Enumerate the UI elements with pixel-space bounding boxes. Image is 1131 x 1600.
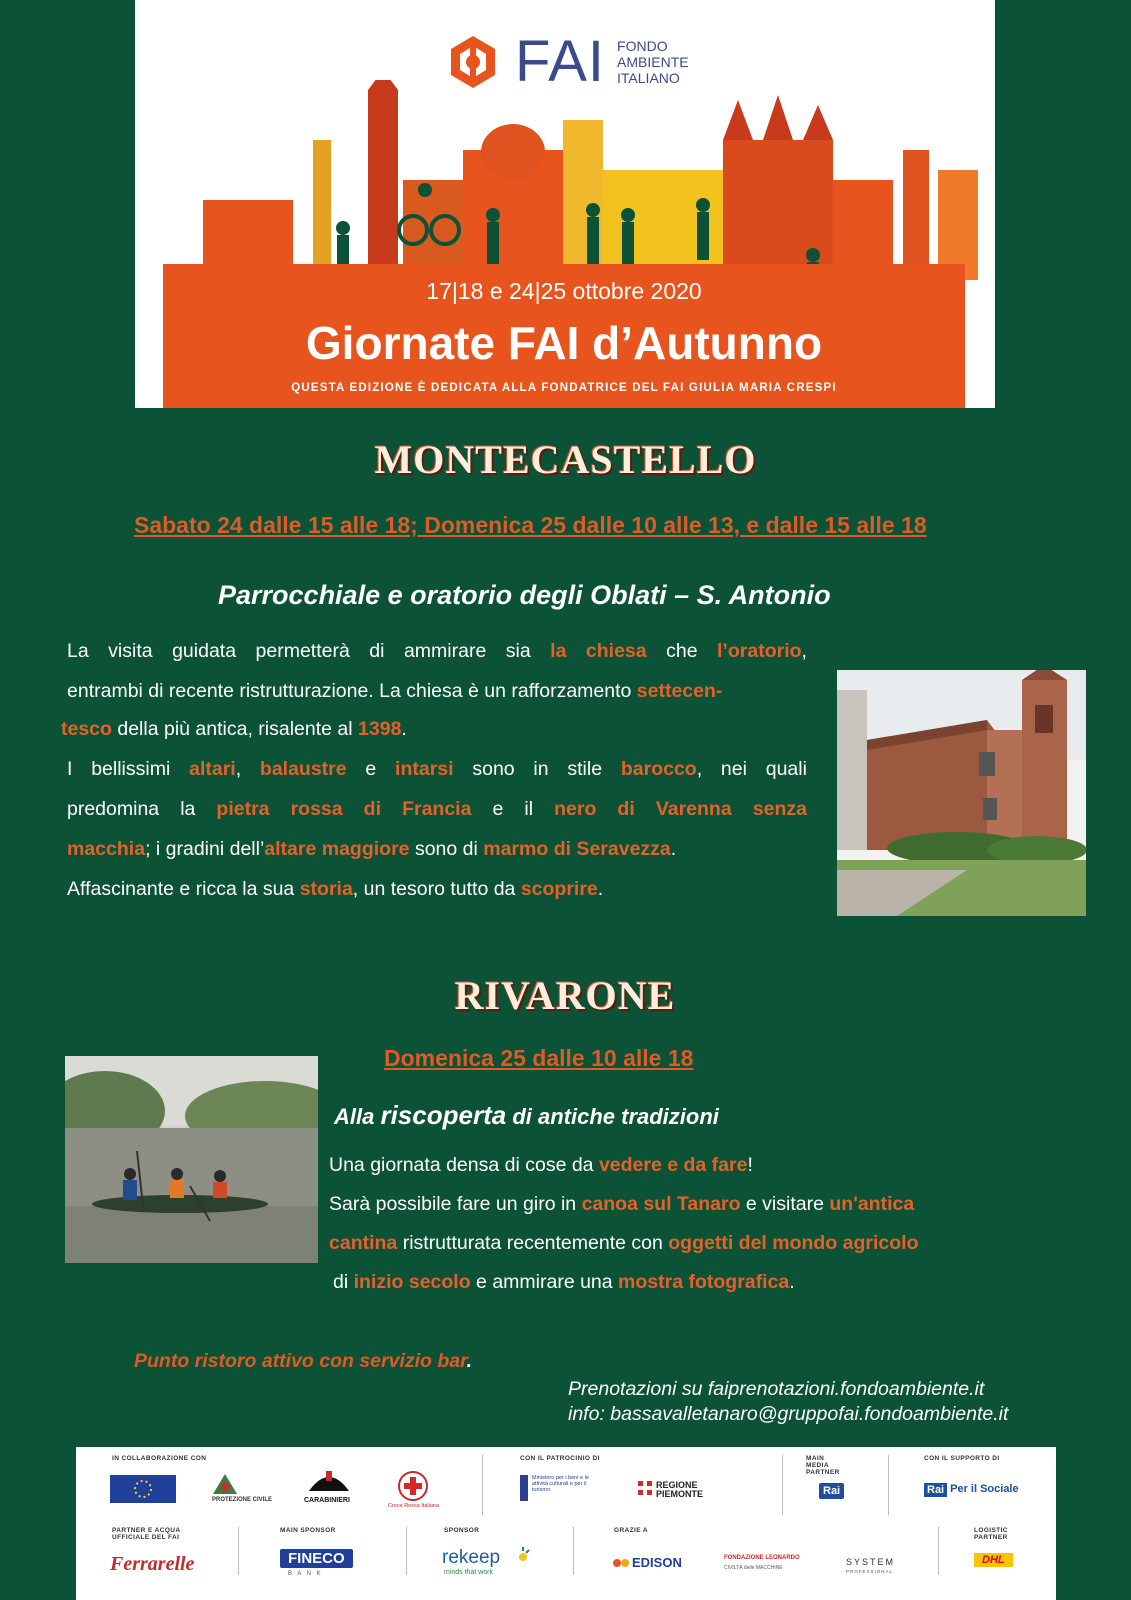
- word-group: [402, 798, 471, 821]
- separator: [482, 1455, 483, 1515]
- refreshment-note: [134, 1350, 472, 1373]
- word-group: [172, 640, 236, 663]
- montecastello-subtitle: Parrocchiale e oratorio degli Oblati – S. Antonio: [218, 580, 831, 610]
- fondazione-leonardo-tagline: CIVILTÀ delle MACCHINE: [724, 1565, 783, 1571]
- text-segment: di: [369, 640, 385, 662]
- croce-rossa-logo: Croce Rossa Italiana: [388, 1503, 440, 1509]
- event-headline: Giornate FAI d’Autunno: [305, 317, 823, 369]
- highlighted-term: pietra: [216, 798, 270, 820]
- highlighted-term: vedere e da fare: [598, 1154, 748, 1176]
- canoe-photo: [65, 1056, 318, 1263]
- text-segment: sono di: [409, 838, 484, 860]
- label-sponsor: SPONSOR: [444, 1527, 480, 1534]
- word-group: [395, 758, 454, 781]
- highlighted-term: mostra fotografica: [618, 1271, 790, 1293]
- edison-logo: EDISON: [632, 1555, 682, 1570]
- word-group: [260, 758, 347, 781]
- logo-sub-line: AMBIENTE: [617, 53, 689, 70]
- text-line: [67, 680, 722, 703]
- separator: [938, 1527, 939, 1575]
- text-segment: Sarà possibile fare un giro in: [329, 1193, 582, 1215]
- rai-per-il-sociale-logo: [924, 1483, 1019, 1497]
- text-line: [67, 838, 676, 861]
- eu-flag-icon: [110, 1475, 176, 1503]
- text-segment: entrambi di recente ristrutturazione. La chiesa è un rafforzamento: [67, 680, 637, 702]
- highlighted-term: scoprire: [520, 878, 598, 900]
- highlighted-term: di: [617, 798, 635, 820]
- logo-sub-line: FONDO: [617, 37, 668, 54]
- text-segment: ristrutturata recentemente con: [397, 1232, 669, 1254]
- rai-sociale-text: Per il Sociale: [950, 1483, 1019, 1495]
- label-thanks: GRAZIE A: [614, 1527, 649, 1534]
- rivarone-title: RIVARONE: [454, 973, 676, 1018]
- highlighted-term: senza: [752, 798, 807, 820]
- text-segment: e: [365, 758, 377, 780]
- red-cross-icon: [398, 1471, 428, 1501]
- highlighted-term: Varenna: [655, 798, 732, 820]
- dhl-logo: DHL: [974, 1553, 1013, 1567]
- carabinieri-logo: CARABINIERI: [304, 1497, 350, 1504]
- carabinieri-emblem-icon: [304, 1469, 354, 1495]
- rekeep-logo: rekeep: [442, 1547, 501, 1568]
- text-line: [61, 718, 407, 741]
- subtitle-emphasis: riscoperta: [380, 1100, 507, 1130]
- word-group: [753, 798, 807, 821]
- separator: [573, 1527, 574, 1575]
- rivarone-schedule: Domenica 25 dalle 10 alle 18: [384, 1045, 694, 1071]
- highlighted-term: marmo di Seravezza: [483, 838, 671, 860]
- label-main-sponsor: MAIN SPONSOR: [280, 1527, 336, 1534]
- text-segment: il: [524, 798, 534, 820]
- label-support: CON IL SUPPORTO DI: [924, 1455, 1000, 1462]
- text-segment: permetterà: [255, 640, 350, 662]
- word-group: [472, 758, 514, 781]
- word-group: [67, 640, 89, 663]
- separator: [782, 1455, 783, 1515]
- church-photo-image: [837, 670, 1086, 916]
- word-group: [369, 640, 384, 663]
- highlighted-term: l’oratorio: [717, 640, 802, 662]
- word-group: [554, 798, 596, 821]
- text-segment: .: [597, 878, 604, 900]
- subtitle-part: di antiche tradizioni: [506, 1104, 719, 1129]
- highlighted-term: 1398: [358, 718, 402, 740]
- text-line: [333, 1271, 795, 1294]
- separator: [238, 1527, 239, 1575]
- text-segment: ,: [235, 758, 242, 780]
- text-segment: e ammirare una: [470, 1271, 619, 1293]
- separator: [406, 1527, 407, 1575]
- text-segment: I: [67, 758, 73, 780]
- canoe-photo-image: [65, 1056, 318, 1263]
- text-segment: ,: [696, 758, 703, 780]
- rai-logo: Rai: [819, 1483, 844, 1499]
- fondazione-leonardo-logo: FONDAZIONE LEONARDO: [724, 1555, 800, 1561]
- text-line: [329, 1193, 914, 1216]
- text-segment: sono: [472, 758, 515, 780]
- event-dedication: QUESTA EDIZIONE È DEDICATA ALLA FONDATRICE DEL FAI GIULIA MARIA CRESPI: [291, 382, 837, 394]
- logo-sub-line: ITALIANO: [617, 69, 680, 86]
- highlighted-term: la: [550, 640, 567, 662]
- fineco-logo: FINECO: [280, 1549, 353, 1568]
- text-segment: quali: [765, 758, 807, 780]
- text-segment: visita: [108, 640, 153, 662]
- refreshment-note-dot: .: [466, 1350, 473, 1372]
- text-segment: e visitare: [740, 1193, 830, 1215]
- word-group: [533, 758, 548, 781]
- highlighted-term: di: [363, 798, 382, 820]
- text-segment: .: [401, 718, 407, 740]
- word-group: [524, 798, 533, 821]
- ministero-logo: Ministero per i beni e le attività culturali e per il turismo: [520, 1475, 602, 1501]
- highlighted-term: nero: [554, 798, 597, 820]
- highlighted-term: cantina: [329, 1232, 398, 1254]
- highlighted-term: tesco: [61, 718, 112, 740]
- fai-logo-text: FAI: [515, 29, 606, 94]
- word-group: [67, 798, 159, 821]
- highlighted-term: barocco: [620, 758, 697, 780]
- ferrarelle-logo: Ferrarelle: [110, 1553, 195, 1575]
- rekeep-tagline: minds that work: [444, 1569, 494, 1576]
- word-group: [617, 798, 634, 821]
- separator: [888, 1455, 889, 1515]
- system-tagline: PROFESSIONAL: [846, 1569, 894, 1574]
- fineco-bank-text: B A N K: [288, 1571, 323, 1577]
- text-segment: !: [747, 1154, 753, 1176]
- highlighted-term: intarsi: [395, 758, 454, 780]
- word-group: [404, 640, 486, 663]
- highlighted-term: oggetti del mondo agricolo: [668, 1232, 919, 1254]
- text-segment: ammirare: [403, 640, 487, 662]
- regione-piemonte-logo: REGIONE PIEMONTE: [656, 1480, 704, 1499]
- text-segment: la: [180, 798, 196, 820]
- fai-logo-subtitle: [617, 38, 689, 86]
- edison-mark-icon: [612, 1555, 630, 1571]
- text-segment: della più antica, risalente al: [111, 718, 359, 740]
- label-water-partner: PARTNER E ACQUA UFFICIALE DEL FAI: [112, 1527, 181, 1541]
- word-group: [108, 640, 152, 663]
- word-group: [586, 640, 647, 663]
- word-group: [567, 758, 602, 781]
- text-segment: .: [670, 838, 677, 860]
- word-group: [492, 798, 503, 821]
- word-group: [256, 640, 350, 663]
- label-patronage: CON IL PATROCINIO DI: [520, 1455, 600, 1462]
- republic-emblem-icon: [212, 1473, 238, 1495]
- word-group: [717, 640, 807, 663]
- word-group: [656, 798, 732, 821]
- piemonte-emblem-icon: [638, 1481, 652, 1495]
- text-segment: in: [533, 758, 549, 780]
- church-photo: [837, 670, 1086, 916]
- text-segment: bellissimi: [91, 758, 171, 780]
- highlighted-term: rossa: [290, 798, 343, 820]
- word-group: [621, 758, 702, 781]
- highlighted-term: storia: [299, 878, 353, 900]
- text-segment: predomina: [67, 798, 160, 820]
- text-segment: sia: [505, 640, 531, 662]
- label-collaboration: IN COLLABORAZIONE CON: [112, 1455, 207, 1462]
- text-segment: stile: [567, 758, 603, 780]
- text-segment: guidata: [172, 640, 237, 662]
- text-segment: che: [666, 640, 698, 662]
- text-segment: nei: [720, 758, 747, 780]
- refreshment-note-text: Punto ristoro attivo con servizio bar: [134, 1350, 467, 1372]
- word-group: [721, 758, 747, 781]
- highlighted-term: un'antica: [829, 1193, 915, 1215]
- subtitle-part: Alla: [334, 1104, 381, 1129]
- text-segment: .: [789, 1271, 795, 1293]
- text-segment: ,: [801, 640, 807, 662]
- rekeep-sun-icon: [514, 1545, 532, 1563]
- montecastello-title: MONTECASTELLO: [374, 437, 757, 482]
- word-group: [91, 758, 170, 781]
- sponsor-strip: [76, 1447, 1056, 1600]
- word-group: [67, 758, 72, 781]
- word-group: [189, 758, 241, 781]
- booking-contact: Prenotazioni su faiprenotazioni.fondoambiente.it: [568, 1378, 985, 1400]
- text-segment: Una giornata densa di cose da: [329, 1154, 599, 1176]
- email-contact: info: bassavalletanaro@gruppofai.fondoambiente.it: [568, 1403, 1009, 1425]
- system-logo: SYSTEM: [846, 1557, 896, 1567]
- text-segment: , un tesoro tutto da: [352, 878, 521, 900]
- text-segment: di: [333, 1271, 354, 1293]
- text-line: [67, 640, 807, 663]
- highlighted-term: altare maggiore: [264, 838, 410, 860]
- rivarone-subtitle: [334, 1100, 719, 1131]
- word-group: [180, 798, 195, 821]
- city-skyline-illustration: [163, 80, 983, 280]
- highlighted-term: chiesa: [585, 640, 647, 662]
- word-group: [666, 640, 697, 663]
- montecastello-schedule: Sabato 24 dalle 15 alle 18; Domenica 25 dalle 10 alle 13, e dalle 15 alle 18: [134, 512, 927, 538]
- highlighted-term: settecen-: [636, 680, 723, 702]
- word-group: [550, 640, 566, 663]
- text-line: [67, 798, 807, 821]
- event-dates: 17|18 e 24|25 ottobre 2020: [426, 278, 702, 304]
- word-group: [365, 758, 376, 781]
- highlighted-term: balaustre: [259, 758, 347, 780]
- banner-orange-band: [163, 264, 965, 408]
- word-group: [766, 758, 807, 781]
- text-segment: La: [67, 640, 89, 662]
- word-group: [291, 798, 343, 821]
- word-group: [216, 798, 269, 821]
- text-segment: e: [492, 798, 504, 820]
- highlighted-term: inizio secolo: [353, 1271, 471, 1293]
- label-logistic-partner: LOGISTIC PARTNER: [974, 1527, 1008, 1541]
- text-line: [67, 878, 603, 901]
- highlighted-term: macchia: [67, 838, 146, 860]
- highlighted-term: Francia: [402, 798, 472, 820]
- highlighted-term: canoa sul Tanaro: [581, 1193, 741, 1215]
- highlighted-term: altari: [189, 758, 236, 780]
- text-segment: ; i gradini dell’: [145, 838, 265, 860]
- text-line: [329, 1232, 919, 1255]
- word-group: [506, 640, 531, 663]
- rai-mark: Rai: [924, 1483, 947, 1497]
- label-media-partner: MAIN MEDIA PARTNER: [806, 1455, 840, 1476]
- event-banner: [135, 0, 995, 408]
- word-group: [364, 798, 381, 821]
- text-line: [67, 758, 807, 781]
- text-line: [329, 1154, 753, 1177]
- protezione-civile-logo: PROTEZIONE CIVILE: [212, 1497, 273, 1503]
- text-segment: Affascinante e ricca la sua: [67, 878, 300, 900]
